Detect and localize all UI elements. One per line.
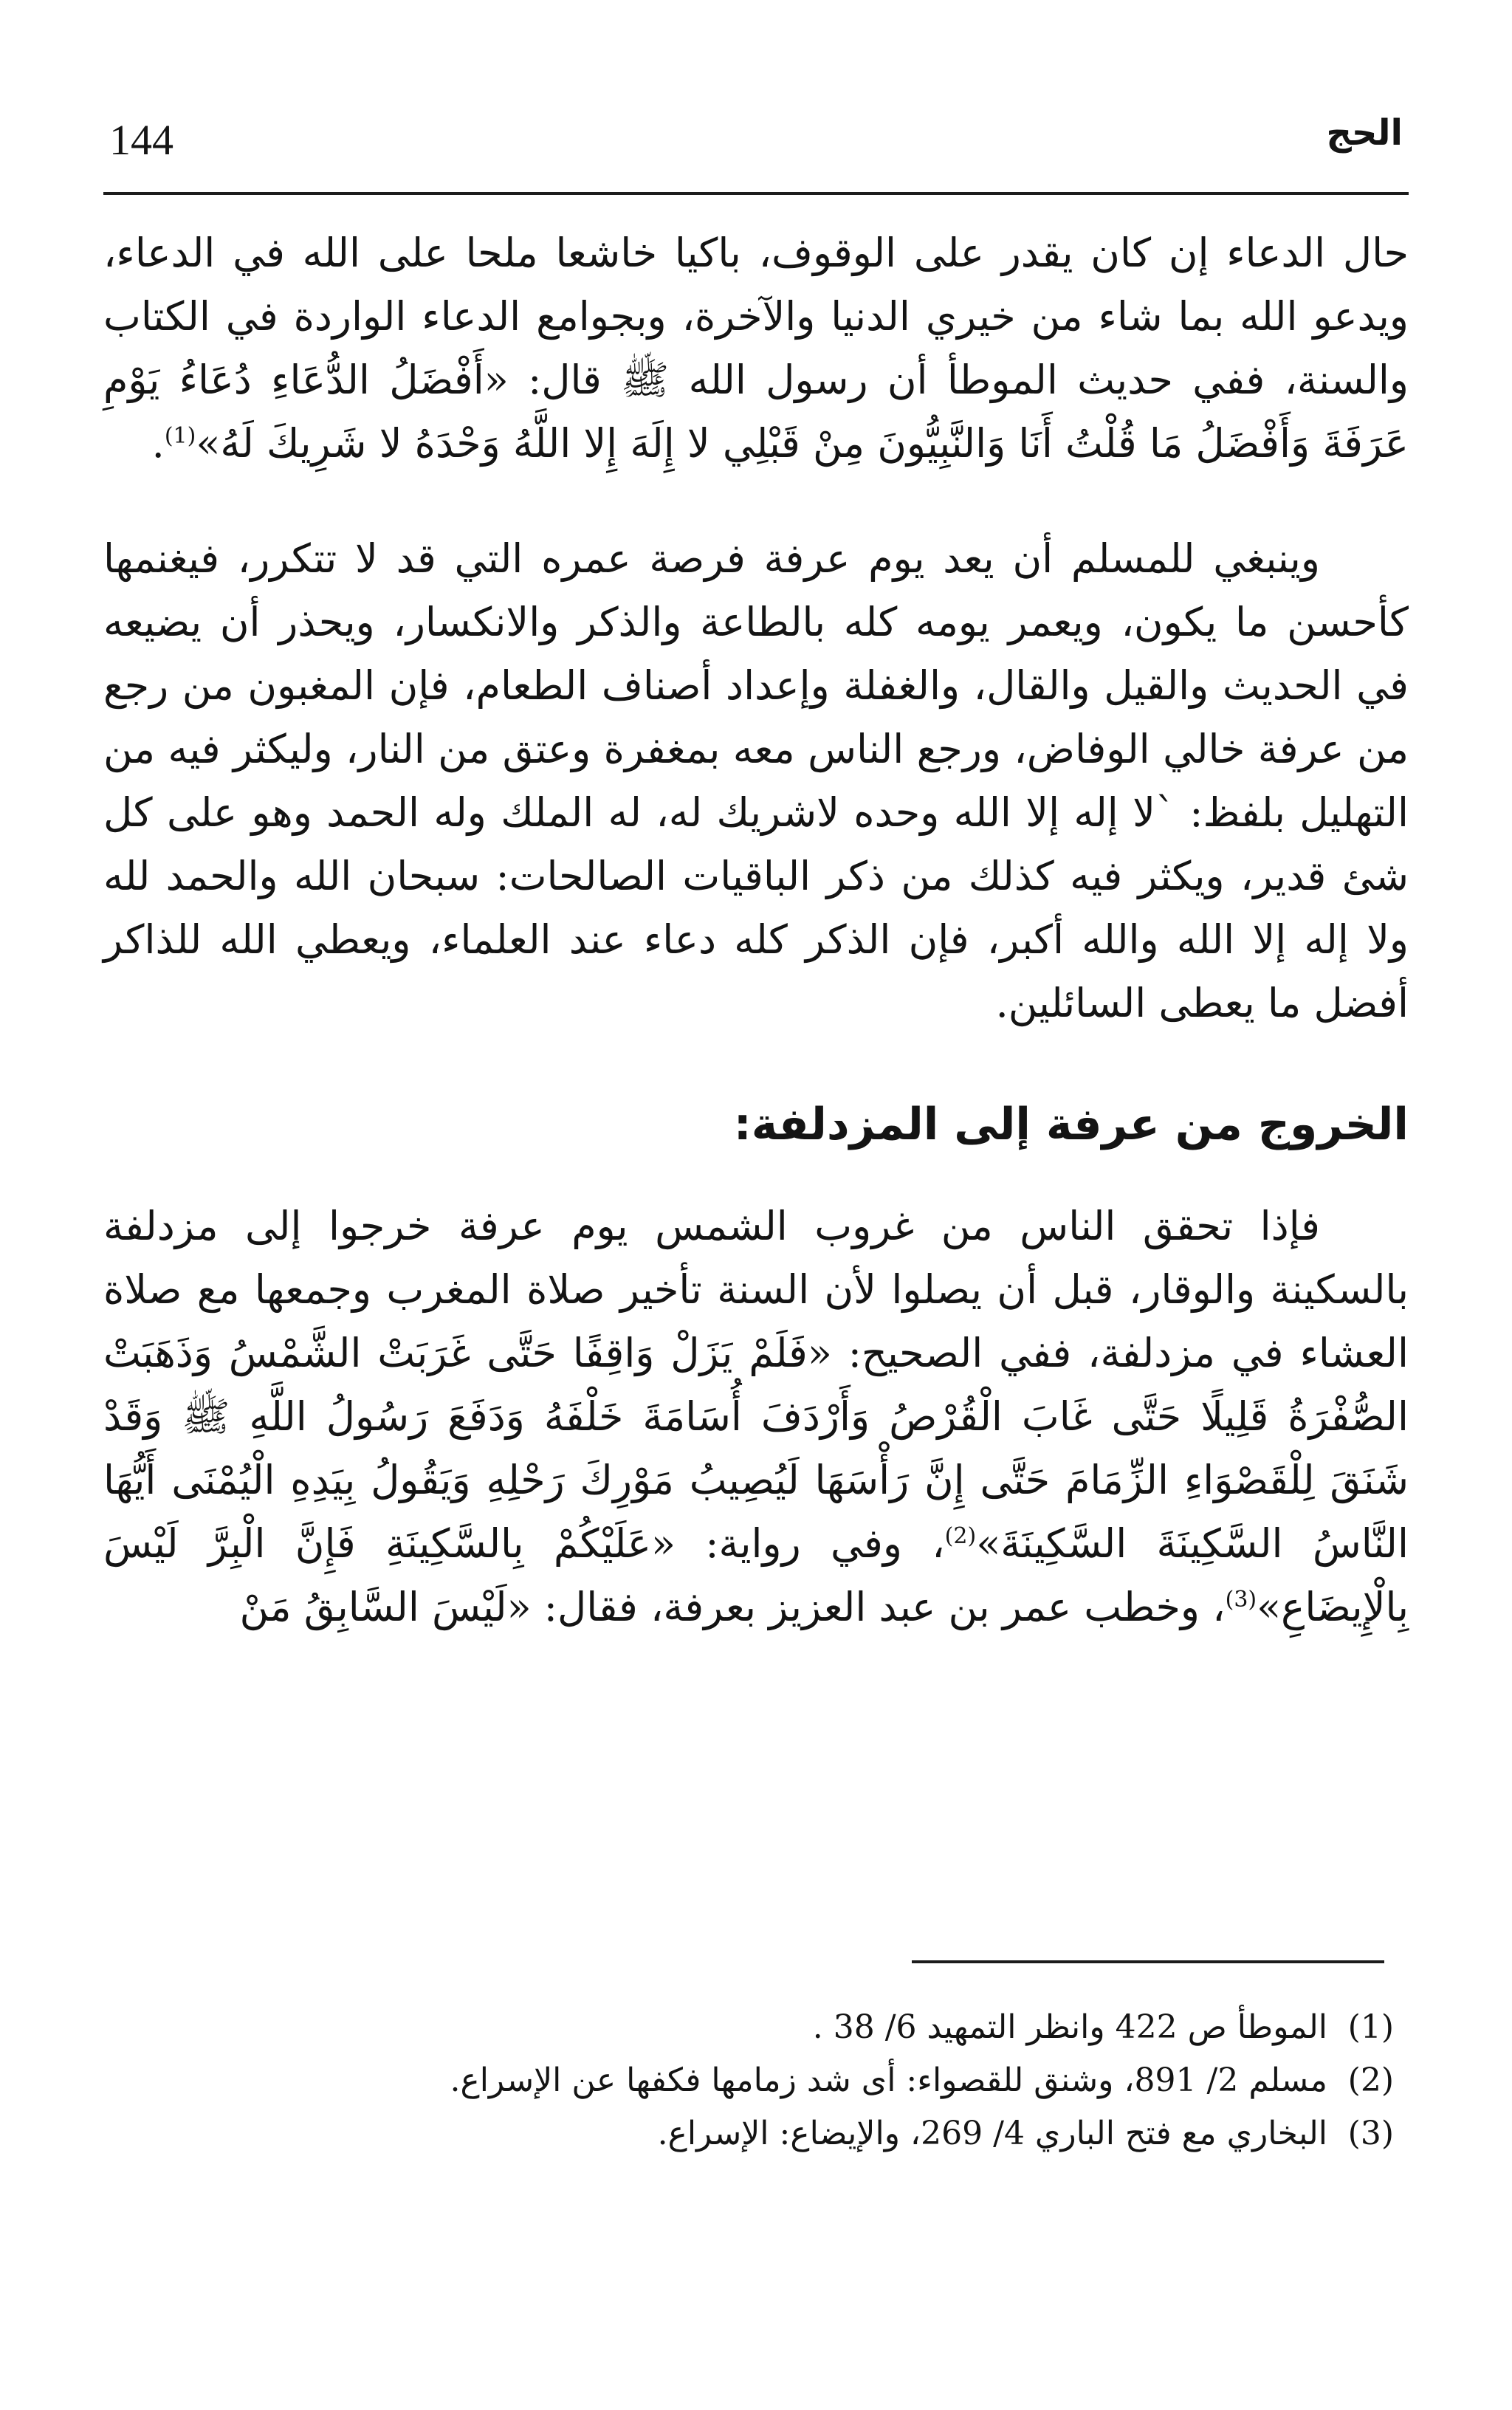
footnote-text: مسلم 2/ 891، وشنق للقصواء: أى شد زمامها فكفها عن الإسراع. — [450, 2061, 1327, 2099]
footnote-divider — [912, 1960, 1384, 1963]
paragraph-2: وينبغي للمسلم أن يعد يوم عرفة فرصة عمره التي قد لا تتكرر، فيغنمها كأحسن ما يكون، ويعمر يومه كله بالطاعة والذكر والانكسار، ويحذر أن يضيعه في الحديث والقيل والقال، والغفلة وإعداد أصناف الطعام، فإن المغبون من رجع من عرفة خالي الوفاض، ورجع الناس معه بمغفرة وعتق من النار، وليكثر فيه من التهليل بلفظ: `لا إله إلا الله وحده لاشريك له، له الملك وله الحمد وهو على كل شئ قدير، ويكثر فيه كذلك من ذكر الباقيات الصالحات: سبحان الله والحمد لله ولا إله إلا الله والله أكبر، فإن الذكر كله دعاء عند العلماء، ويعطي الله للذاكر أفضل ما يعطى السائلين. — [103, 535, 1409, 1026]
section-heading: الخروج من عرفة إلى المزدلفة: — [733, 1099, 1409, 1150]
footnote-2 — [103, 2054, 1394, 2107]
paragraph-3-part-2: ، وفي رواية: «عَلَيْكُمْ بِالسَّكِينَةِ فَإِنَّ الْبِرَّ لَيْسَ بِالْإِيضَاعِ» — [103, 1520, 1409, 1630]
footnote-ref-2: (2) — [944, 1523, 977, 1549]
footnote-ref-3: (3) — [1225, 1587, 1257, 1613]
footnote-1 — [103, 2001, 1394, 2054]
footnote-3 — [103, 2107, 1394, 2160]
footnote-ref-1: (1) — [164, 423, 196, 449]
footnotes — [103, 2001, 1394, 2160]
footnote-mark: (2) — [1347, 2061, 1394, 2099]
paragraph-3 — [103, 1195, 1409, 1639]
main-text — [103, 222, 1409, 1639]
footnote-text: البخاري مع فتح الباري 4/ 269، والإيضاع: الإسراع. — [657, 2115, 1327, 2152]
footnote-mark: (1) — [1347, 2008, 1394, 2046]
page-number: 144 — [109, 116, 173, 164]
footnote-text: الموطأ ص 422 وانظر التمهيد 6/ 38 . — [812, 2008, 1327, 2046]
paragraph-1-end: . — [151, 420, 165, 467]
footnote-mark: (3) — [1347, 2115, 1394, 2152]
paragraph-1 — [103, 222, 1409, 476]
page-header — [103, 111, 1409, 195]
running-title: الحج — [1326, 112, 1403, 154]
paragraph-1-text: حال الدعاء إن كان يقدر على الوقوف، باكيا خاشعا ملحا على الله في الدعاء، ويدعو الله بما شاء من خيري الدنيا والآخرة، وبجوامع الدعاء الواردة في الكتاب والسنة، ففي حديث الموطأ أن رسول الله ﷺ قال: «أَفْضَلُ الدُّعَاءِ دُعَاءُ يَوْمِ عَرَفَةَ وَأَفْضَلُ مَا قُلْتُ أَنَا وَالنَّبِيُّونَ مِنْ قَبْلِي لا إِلَهَ إِلا اللَّهُ وَحْدَهُ لا شَرِيكَ لَهُ» — [103, 230, 1409, 467]
paragraph-3-part-1: فإذا تحقق الناس من غروب الشمس يوم عرفة خرجوا إلى مزدلفة بالسكينة والوقار، قبل أن يصلوا لأن السنة تأخير صلاة المغرب وجمعها مع صلاة العشاء في مزدلفة، ففي الصحيح: «فَلَمْ يَزَلْ وَاقِفًا حَتَّى غَرَبَتْ الشَّمْسُ وَذَهَبَتْ الصُّفْرَةُ قَلِيلًا حَتَّى غَابَ الْقُرْصُ وَأَرْدَفَ أُسَامَةَ خَلْفَهُ وَدَفَعَ رَسُولُ اللَّهِ ﷺ وَقَدْ شَنَقَ لِلْقَصْوَاءِ الزِّمَامَ حَتَّى إِنَّ رَأْسَهَا لَيُصِيبُ مَوْرِكَ رَحْلِهِ وَيَقُولُ بِيَدِهِ الْيُمْنَى أَيُّهَا النَّاسُ السَّكِينَةَ السَّكِينَةَ» — [103, 1203, 1409, 1567]
paragraph-3-part-3: ، وخطب عمر بن عبد العزيز بعرفة، فقال: «لَيْسَ السَّابِقُ مَنْ — [239, 1584, 1226, 1630]
